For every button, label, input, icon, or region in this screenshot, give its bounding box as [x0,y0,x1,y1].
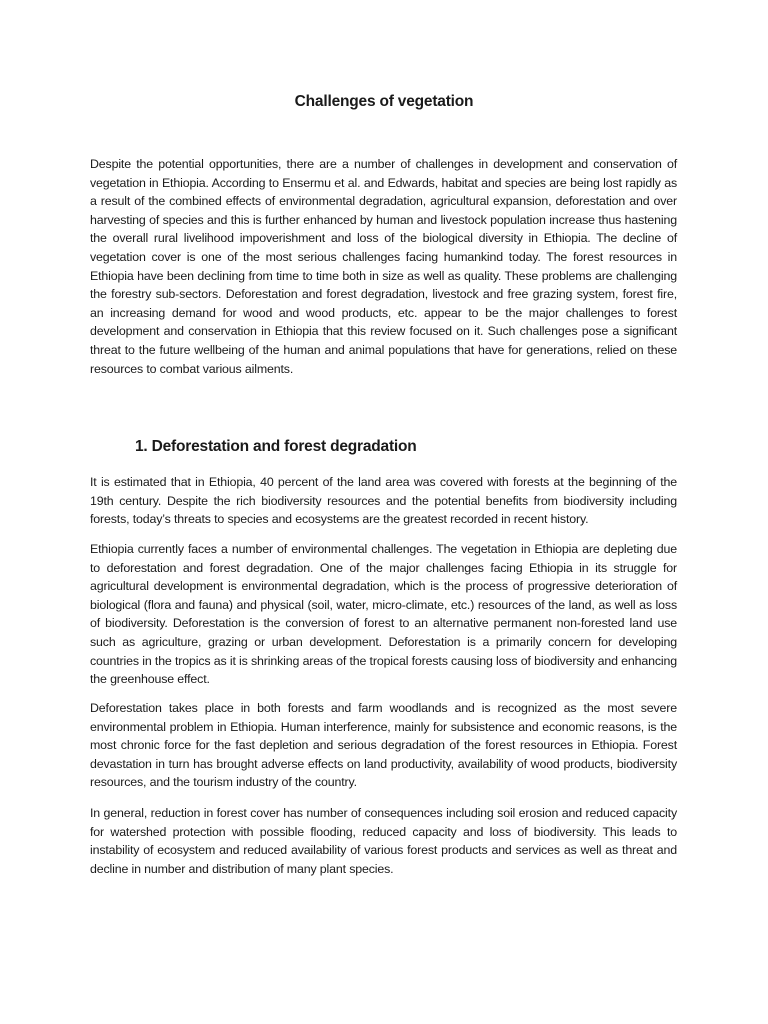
intro-paragraph: Despite the potential opportunities, there are a number of challenges in development and conservation of vegetation in Ethiopia. According to Ensermu et al. and Edwards, habitat and species are being lost rapidly as a result of the combined effects of environmental degradation, agricultural expansion, deforestation and over harvesting of species and this is further enhanced by human and livestock population increase thus hastening the overall rural livelihood impoverishment and loss of the biological diversity in Ethiopia. The decline of vegetation cover is one of the most serious challenges facing humankind today. The forest resources in Ethiopia have been declining from time to time both in size as well as quality. These problems are challenging the forestry sub-sectors. Deforestation and forest degradation, livestock and free grazing system, forest fire, an increasing demand for wood and wood products, etc. appear to be the major challenges to forest development and conservation in Ethiopia that this review focused on it. Such challenges pose a significant threat to the future wellbeing of the human and animal populations that have for generations, relied on these resources to combat various ailments. [90,157,677,376]
paragraph: Deforestation takes place in both forests and farm woodlands and is recognized as the most severe environmental problem in Ethiopia. Human interference, mainly for subsistence and economic reasons, is the most chronic force for the fast depletion and serious degradation of the forest resources in Ethiopia. Forest devastation in turn has brought adverse effects on land productivity, availability of wood products, biodiversity resources, and the tourism industry of the country. [90,701,677,790]
page-title: Challenges of vegetation [294,93,474,110]
section-heading: 1. Deforestation and forest degradation [135,438,417,455]
paragraph: Ethiopia currently faces a number of environmental challenges. The vegetation in Ethiopia are depleting due to deforestation and forest degradation. One of the major challenges facing Ethiopia in its struggle for agricultural development is environmental degradation, which is the process of progressive deterioration of biological (flora and fauna) and physical (soil, water, micro-climate, etc.) resources of the land, as well as loss of biodiversity. Deforestation is the conversion of forest to an alternative permanent non-forested land use such as agriculture, grazing or urban development. Deforestation is a primarily concern for developing countries in the tropics as it is shrinking areas of the tropical forests causing loss of biodiversity and enhancing the greenhouse effect. [90,542,677,687]
paragraph: It is estimated that in Ethiopia, 40 percent of the land area was covered with forests at the beginning of the 19th century. Despite the rich biodiversity resources and the potential benefits from biodiversity including forests, today’s threats to species and ecosystems are the greatest recorded in recent history. [90,475,677,527]
paragraph: In general, reduction in forest cover has number of consequences including soil erosion and reduced capacity for watershed protection with possible flooding, reduced capacity and loss of biodiversity. This leads to instability of ecosystem and reduced availability of various forest products and services as well as threat and decline in number and distribution of many plant species. [90,806,677,876]
